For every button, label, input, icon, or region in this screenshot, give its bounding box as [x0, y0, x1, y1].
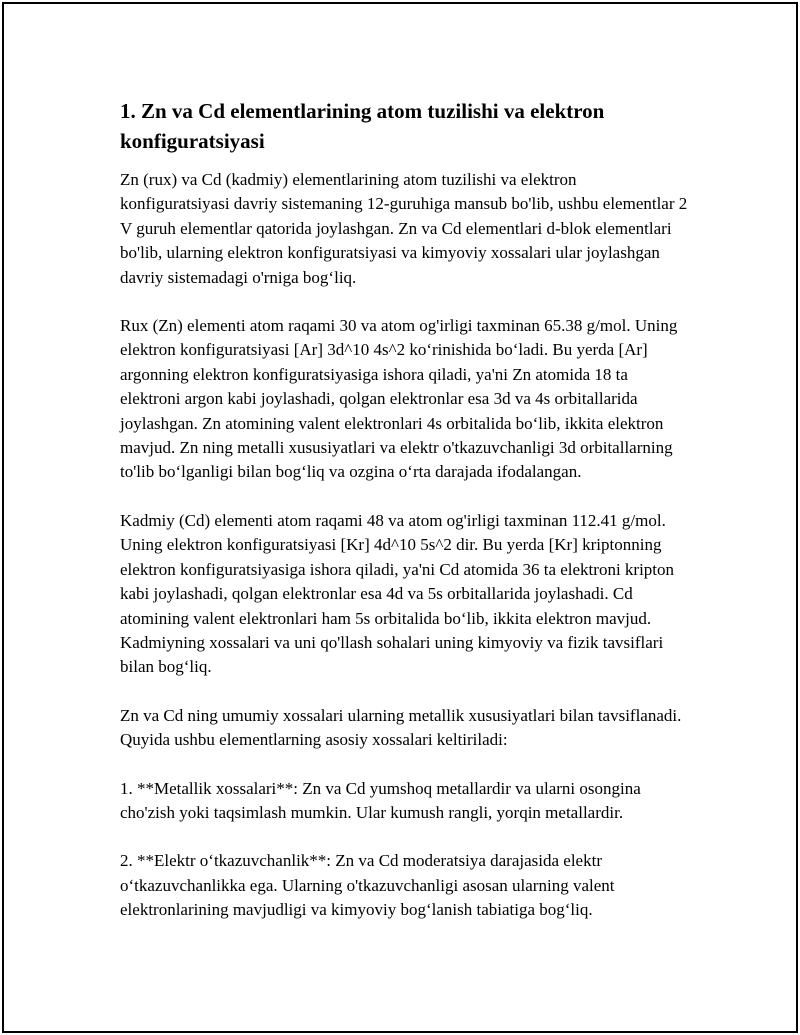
paragraph-zinc: Rux (Zn) elementi atom raqami 30 va atom og'irligi taxminan 65.38 g/mol. Uning elektron konfiguratsiyasi [Ar] 3d^10 4s^2 ko‘rinishida bo‘ladi. Bu yerda [Ar] argonning elektron konfiguratsiyasiga ishora qiladi, ya'ni Zn atomida 18 ta elektroni argon kabi joylashadi, qolgan elektronlar esa 3d va 4s orbitallarida joylashgan. Zn atomining valent elektronlari 4s orbitalida bo‘lib, ikkita elektron mavjud. Zn ning metalli xususiyatlari va elektr o'tkazuvchanligi 3d orbitallarning to'lib bo‘lganligi bilan bog‘liq va ozgina o‘rta darajada ifodalangan. — [120, 316, 678, 482]
list-item-electrical-conductivity: 2. **Elektr o‘tkazuvchanlik**: Zn va Cd moderatsiya darajasida elektr o‘tkazuvchanlikka ega. Ularning o'tkazuvchanligi asosan ularning valent elektronlarining mavjudligi va kimyoviy bog‘lanish tabiatiga bog‘liq. — [120, 851, 615, 920]
paragraph-cadmium: Kadmiy (Cd) elementi atom raqami 48 va atom og'irligi taxminan 112.41 g/mol. Uning elektron konfiguratsiyasi [Kr] 4d^10 5s^2 dir. Bu yerda [Kr] kriptonning elektron konfiguratsiyasiga ishora qiladi, ya'ni Cd atomida 36 ta elektroni kripton kabi joylashadi, qolgan elektronlar esa 4d va 5s orbitallarida joylashadi. Cd atomining valent elektronlari ham 5s orbitalida bo‘lib, ikkita elektron mavjud. Kadmiyning xossalari va uni qo'llash sohalari uning kimyoviy va fizik tavsiflari bilan bog‘liq. — [120, 510, 675, 677]
list-item-metallic-properties: 1. **Metallik xossalari**: Zn va Cd yumshoq metallardir va ularni osongina cho'zish yoki taqsimlash mumkin. Ular kumush rangli, yorqin metallardir. — [120, 778, 641, 822]
document-body — [120, 96, 690, 947]
page — [2, 2, 798, 1033]
section-title: 1. Zn va Cd elementlarining atom tuzilishi va elektron konfiguratsiyasi — [120, 99, 605, 153]
paragraph-intro: Zn (rux) va Cd (kadmiy) elementlarining atom tuzilishi va elektron konfiguratsiyasi davriy sistemaning 12-guruhiga mansub bo'lib, ushbu elementlar 2 V guruh elementlar qatorida joylashgan. Zn va Cd elementlari d-blok elementlari bo'lib, ularning elektron konfiguratsiyasi va kimyoviy xossalari ular joylashgan davriy sistemadagi o'rniga bog‘liq. — [120, 170, 688, 287]
paragraph-common-properties: Zn va Cd ning umumiy xossalari ularning metallik xususiyatlari bilan tavsiflanadi. Quyida ushbu elementlarning asosiy xossalari keltiriladi: — [120, 705, 682, 750]
